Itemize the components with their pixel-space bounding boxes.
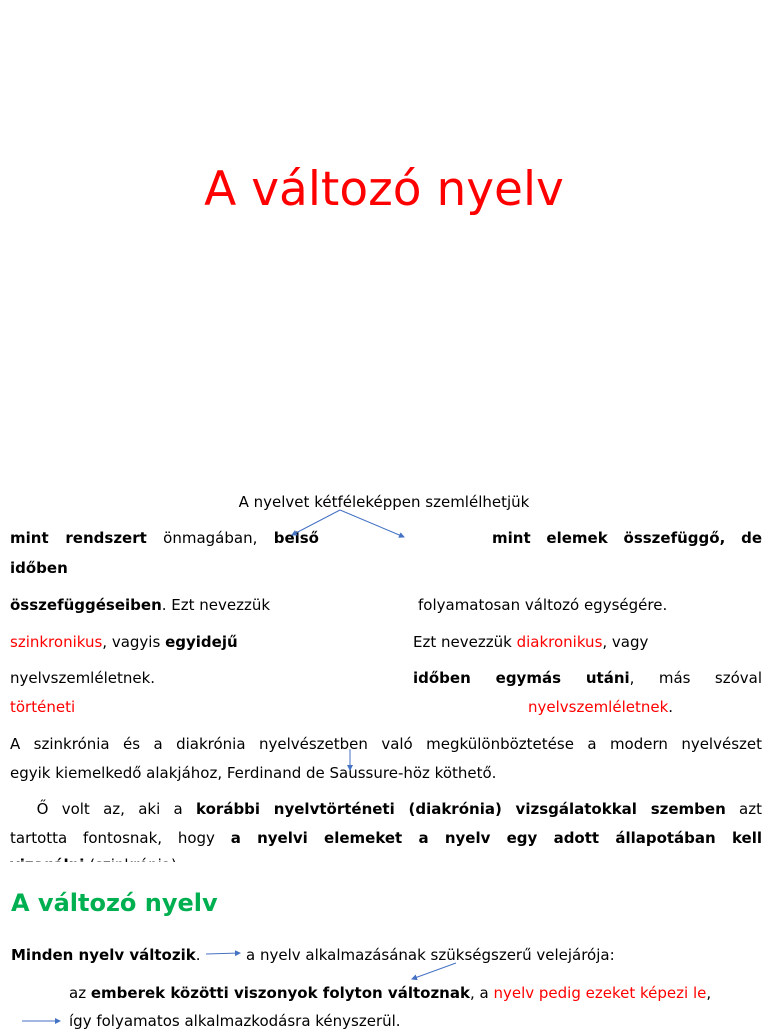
right-line-2: folyamatosan változó egységére. [418, 596, 668, 614]
section-line-1: Minden nyelv változik. [11, 946, 201, 964]
right-line-3: Ezt nevezzük diakronikus, vagy [413, 633, 649, 651]
right-line-5: nyelvszemléletnek. [528, 698, 674, 716]
left-line-5: történeti [10, 698, 76, 716]
para1-line-2: egyik kiemelkedő alakjához, Ferdinand de Saussure-höz köthető. [10, 764, 497, 782]
left-line-3: szinkronikus, vagyis egyidejű [10, 633, 238, 651]
connector-arrows [0, 470, 768, 862]
arrow-right [340, 510, 404, 537]
right-line-1b: időben [10, 559, 68, 577]
para1-line-1: A szinkrónia és a diakrónia nyelvészetben való megkülönböztetése a modern nyelvészet [10, 735, 762, 753]
arrow-1 [206, 953, 240, 954]
section-arrows [0, 862, 768, 1024]
left-line-1: mint rendszert önmagában, belső [10, 529, 319, 547]
left-line-4: nyelvszemléletnek. [10, 669, 156, 687]
slide-content [0, 470, 768, 862]
page-title: A változó nyelv [204, 162, 564, 217]
slide-title [0, 0, 768, 470]
para2-line-1: Ő volt az, aki a korábbi nyelvtörténeti (diakrónia) vizsgálatokkal szemben azt [36, 800, 762, 818]
right-line-1: mint elemek összefüggő, de [492, 529, 762, 547]
section-title: A változó nyelv [11, 889, 218, 917]
slide-section [0, 862, 768, 1030]
arrow-left [292, 510, 340, 535]
section-line-1-text: a nyelv alkalmazásának szükségszerű velejárója: [246, 946, 615, 964]
section-line-2: az emberek közötti viszonyok folyton változnak, a nyelv pedig ezeket képezi le, [69, 984, 712, 1002]
intro-text: A nyelvet kétféleképpen szemlélhetjük [238, 493, 530, 511]
section-line-3: így folyamatos alkalmazkodásra kényszerül. [69, 1012, 401, 1030]
left-line-2: összefüggéseiben. Ezt nevezzük [10, 596, 271, 614]
right-line-4: időben egymás utáni, más szóval [413, 669, 762, 687]
para2-line-2: tartotta fontosnak, hogy a nyelvi elemeket a nyelv egy adott állapotában kell [10, 829, 762, 847]
arrow-2 [412, 963, 456, 979]
